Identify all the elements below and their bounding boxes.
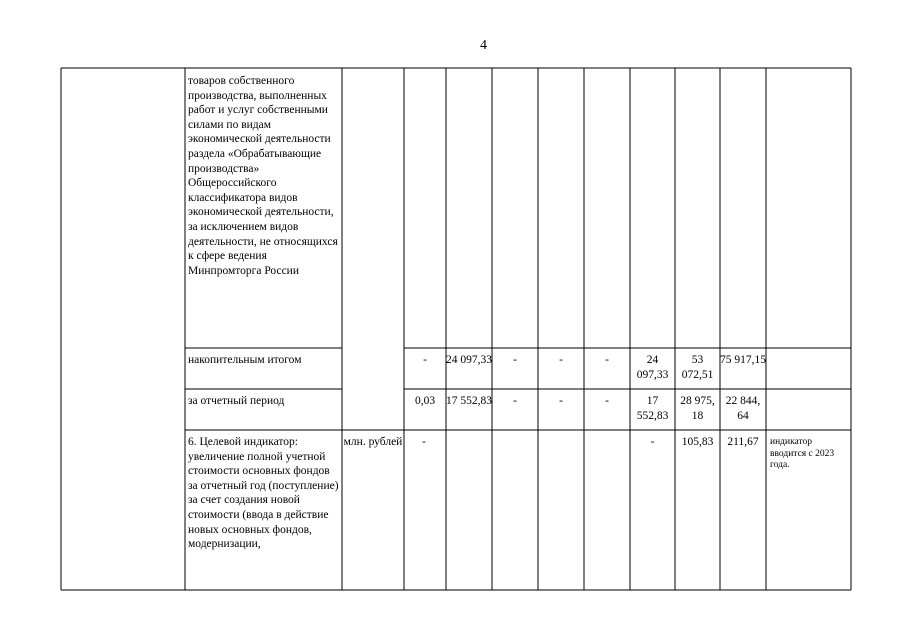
row-period-c4: - bbox=[513, 395, 517, 407]
row-period-label: за отчетный период bbox=[188, 395, 285, 407]
row-indicator6-c7: - bbox=[650, 436, 655, 448]
row-cumulative-label: накопительным итогом bbox=[188, 354, 302, 366]
page-number: 4 bbox=[480, 38, 487, 53]
row-cumulative-c3: 24 097,33 bbox=[446, 354, 492, 366]
row-indicator6-description: 6. Целевой индикатор: увеличение полной учетной стоимости основных фондов за отчетный год (поступление) за счет создания новой стоимости (ввода в действие новых основных фондов, модернизации, bbox=[188, 436, 339, 551]
row-period-c3: 17 552,83 bbox=[446, 395, 492, 407]
row-cumulative-c2: - bbox=[423, 354, 427, 366]
row-indicator6-c2: - bbox=[422, 436, 426, 448]
row-indicator6-unit: млн. рублей bbox=[343, 436, 403, 448]
row-indicator6-note: индикатор вводится с 2023 года. bbox=[770, 437, 835, 470]
row-indicator6-c8: 105,83 bbox=[681, 436, 714, 448]
row-period-c9: 22 844, 64 bbox=[725, 395, 761, 422]
row-period-c2: 0,03 bbox=[414, 395, 436, 407]
row-cumulative-c9: 75 917,15 bbox=[720, 354, 766, 366]
row-period-c6: - bbox=[605, 395, 609, 407]
row-continuation-description: товаров собственного производства, выполненных работ и услуг собственными силами по видам экономической деятельности раздела «Обрабатывающие производства» Общероссийского классификатора видов экономической деятельности, за исключением видов деятельности, не относящихся к сфере ведения Минпромторга России bbox=[188, 75, 338, 277]
row-indicator6-c9: 211,67 bbox=[727, 436, 759, 448]
row-cumulative-c8: 53 072,51 bbox=[681, 354, 714, 381]
row-cumulative-c7: 24 097,33 bbox=[636, 354, 669, 381]
row-cumulative-c6: - bbox=[605, 354, 609, 366]
row-cumulative-c4: - bbox=[513, 354, 517, 366]
row-period-c7: 17 552,83 bbox=[636, 395, 669, 422]
row-period-c5: - bbox=[559, 395, 563, 407]
row-period-c8: 28 975, 18 bbox=[680, 395, 715, 422]
row-cumulative-c5: - bbox=[559, 354, 563, 366]
